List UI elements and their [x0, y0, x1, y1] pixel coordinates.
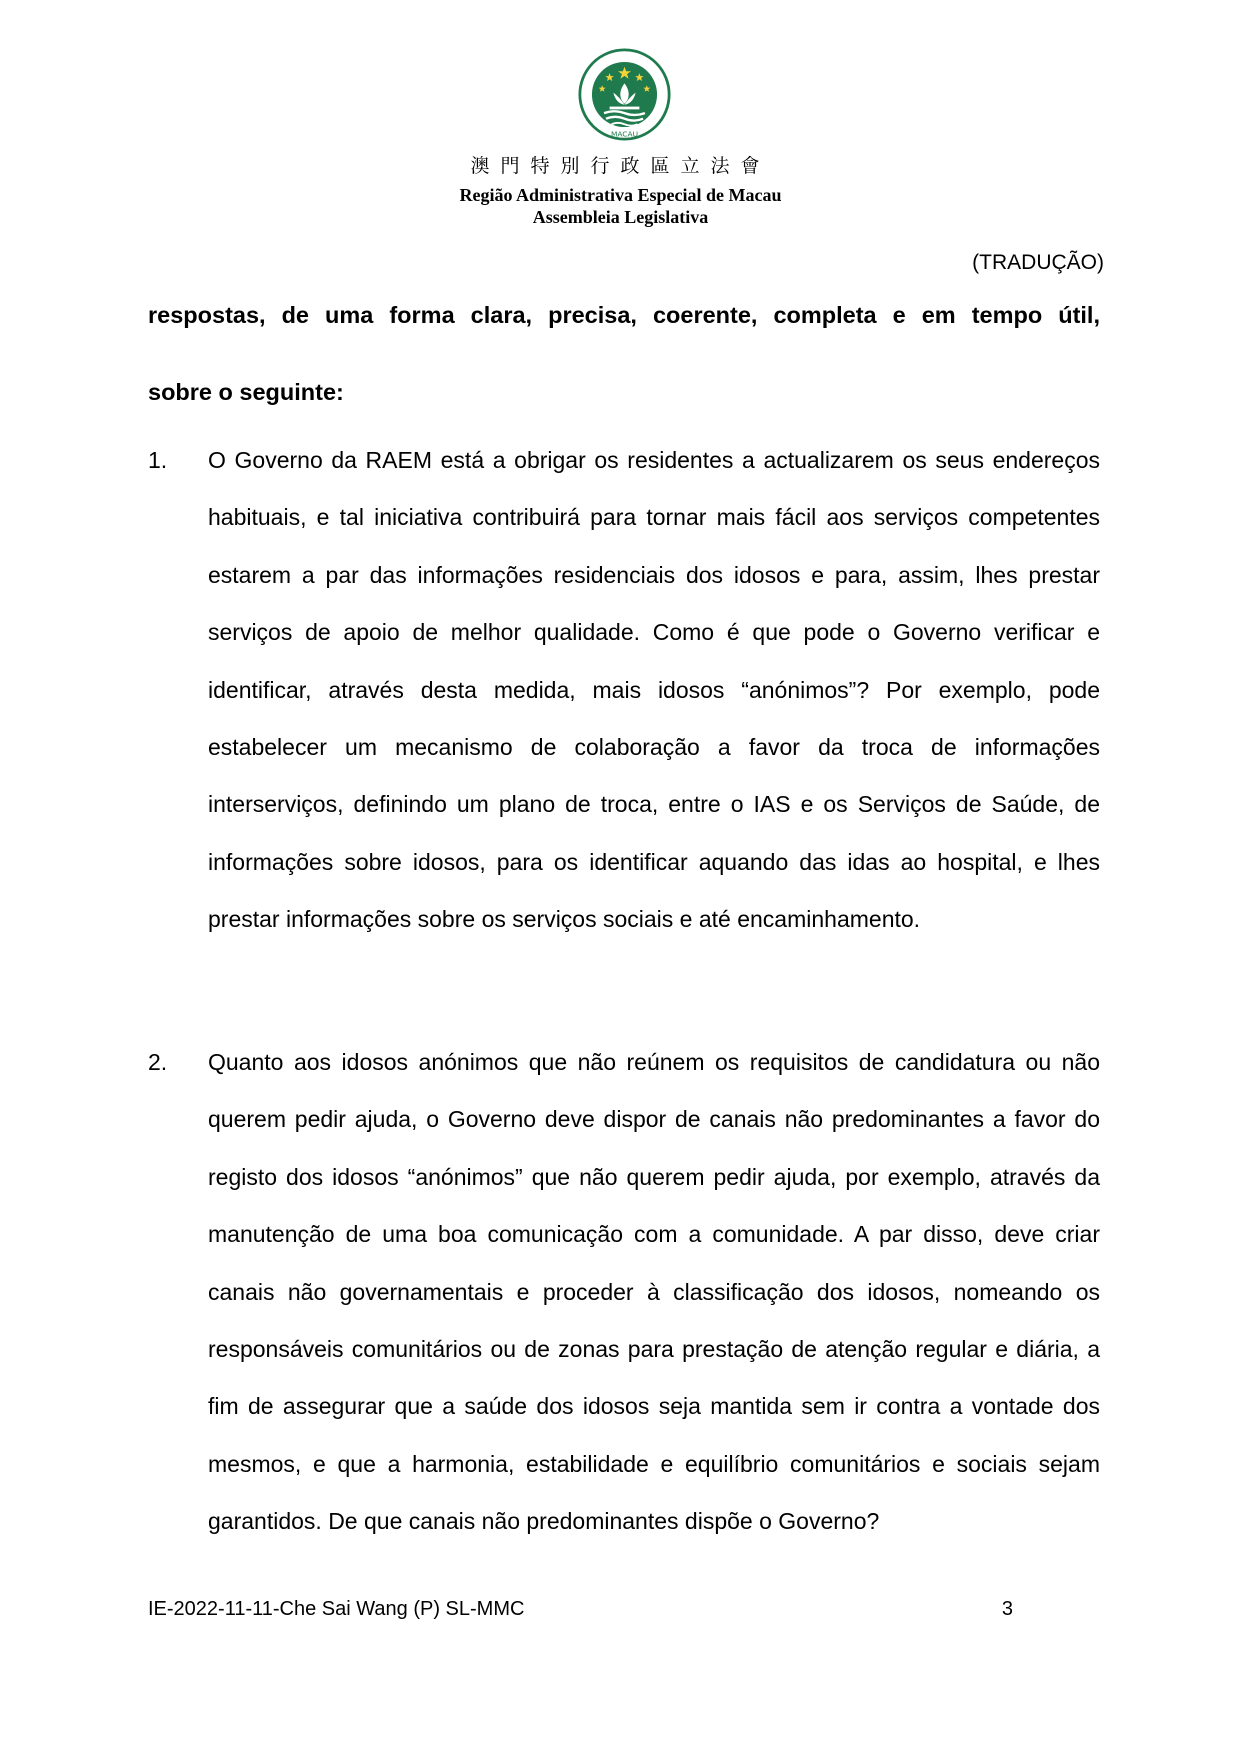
question-number: 2. [148, 1049, 168, 1075]
translation-note: (TRADUÇÃO) [972, 251, 1104, 274]
region-name: Região Administrativa Especial de Macau [459, 185, 782, 205]
intro-line-1: respostas, de uma forma clara, precisa, coerente, completa e em tempo útil, [148, 302, 1100, 328]
question-text: O Governo da RAEM está a obrigar os residentes a actualizarem os seus endereços habituais, e tal iniciativa contribuirá para tornar mais fácil aos serviços competentes estarem a par das informações residenciais dos idosos e para, assim, lhes prestar serviços de apoio de melhor qualidade. Como é que pode o Governo verificar e identificar, através desta medida, mais idosos “anónimos”? Por exemplo, pode estabelecer um mecanismo de colaboração a favor da troca de informações interserviços, definindo um plano de troca, entre o IAS e os Serviços de Saúde, de informações sobre idosos, para os identificar aquando das idas ao hospital, e lhes prestar informações sobre os serviços sociais e até encaminhamento. [208, 447, 1100, 933]
question-number: 1. [148, 447, 168, 473]
document-reference: IE-2022-11-11-Che Sai Wang (P) SL-MMC [148, 1598, 525, 1620]
assembly-name: Assembleia Legislativa [532, 207, 709, 227]
macau-emblem [578, 48, 671, 141]
emblem-label: MACAU [610, 129, 639, 139]
page-number: 3 [1001, 1598, 1013, 1620]
intro-line-2: sobre o seguinte: [148, 379, 344, 405]
chinese-assembly-title: 澳門特別行政區立法會 [470, 155, 771, 177]
question-text: Quanto aos idosos anónimos que não reúnem os requisitos de candidatura ou não querem pedir ajuda, o Governo deve dispor de canais não predominantes a favor do registo dos idosos “anónimos” que não querem pedir ajuda, por exemplo, através da manutenção de uma boa comunicação com a comunidade. A par disso, deve criar canais não governamentais e proceder à classificação dos idosos, nomeando os responsáveis comunitários ou de zonas para prestação de atenção regular e diária, a fim de assegurar que a saúde dos idosos seja mantida sem ir contra a vontade dos mesmos, e que a harmonia, estabilidade e equilíbrio comunitários e sociais sejam garantidos. De que canais não predominantes dispõe o Governo? [208, 1049, 1100, 1535]
